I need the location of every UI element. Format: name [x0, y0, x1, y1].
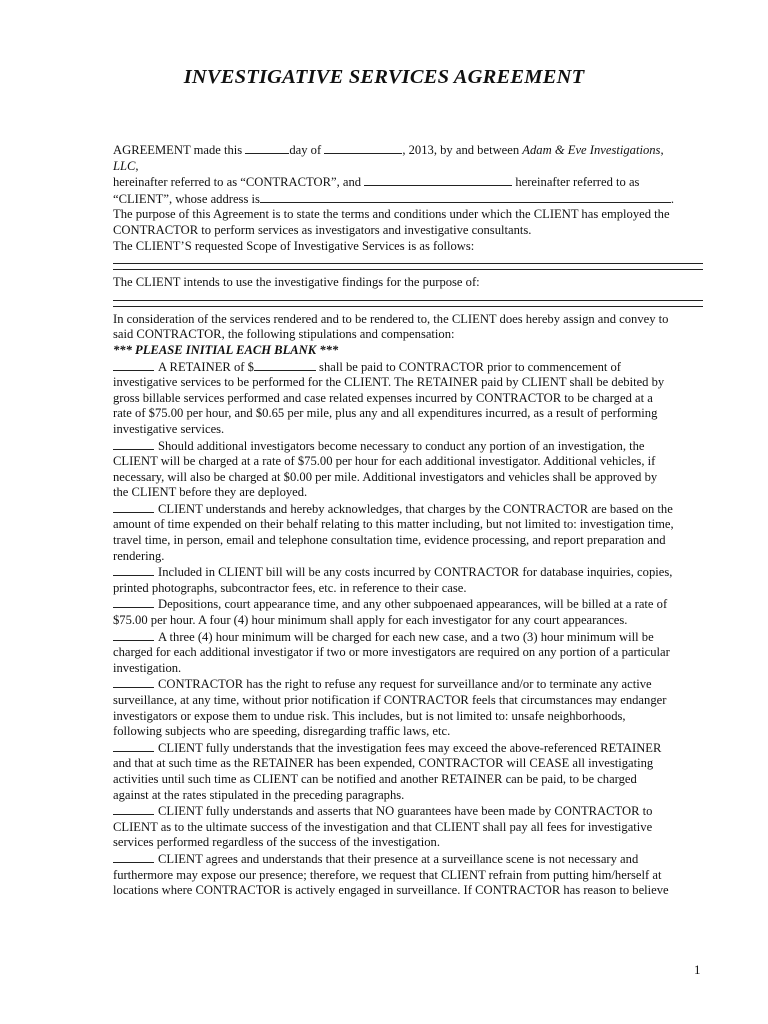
- clause-8-line: activities until such time as CLIENT can be notified and another RETAINER can be paid, to be charged: [113, 771, 637, 786]
- clause-1-line: gross billable services performed and case related expenses incurred by CONTRACTOR to be charged at a: [113, 390, 653, 405]
- initial-blank: [113, 851, 154, 863]
- clause-2-line: necessary, will also be charged at $0.00 per mile. Additional investigators and vehicles shall be approved by: [113, 469, 658, 484]
- clause-1-first-line: A RETAINER of $ shall be paid to CONTRACTOR prior to commencement of: [113, 359, 703, 376]
- agreement-line-4: “CLIENT”, whose address is .: [113, 191, 675, 206]
- clause-3-line: amount of time expended on their behalf relating to this matter including, but not limited to: investigation time,: [113, 517, 674, 532]
- scope-heading: The CLIENT’S requested Scope of Investigative Services is as follows:: [113, 238, 475, 253]
- purpose-statement-2: CONTRACTOR to perform services as investigators and investigative consultants.: [113, 222, 532, 237]
- clause-9-line: CLIENT as to the ultimate success of the investigation and that CLIENT shall pay all fees for investigative: [113, 819, 653, 834]
- purpose-line-2: [113, 306, 703, 307]
- initial-blank: [113, 501, 154, 513]
- clause-8-line: against at the rates stipulated in the preceding paragraphs.: [113, 787, 405, 802]
- clause-5-line: $75.00 per hour. A four (4) hour minimum shall apply for each investigator for any court appearances.: [113, 613, 628, 628]
- agreement-line-1: AGREEMENT made this day of , 2013, by and between Adam & Eve Investigations,: [113, 143, 664, 157]
- consideration-line-2: said CONTRACTOR, the following stipulations and compensation:: [113, 327, 455, 342]
- document-body: [113, 142, 703, 899]
- consideration-line-1: In consideration of the services rendered and to be rendered to, the CLIENT does hereby assign and convey to: [113, 311, 669, 326]
- clause-1-line: investigative services.: [113, 421, 225, 436]
- clause-4-line: printed photographs, subcontractor fees, etc. in reference to their case.: [113, 580, 467, 595]
- clause-6-first-line: A three (4) hour minimum will be charged for each new case, and a two (3) hour minimum will be: [113, 629, 703, 646]
- clause-6-line: charged for each additional investigator if two or more investigators are required on any portion of a particular: [113, 645, 670, 660]
- scope-line-1: [113, 263, 703, 264]
- initial-blank: [113, 803, 154, 815]
- clause-1-line: rate of $75.00 per hour, and $0.65 per mile, plus any and all expenditures incurred, as a result of performing: [113, 406, 658, 421]
- purpose-line-1: [113, 300, 703, 301]
- initial-blank: [113, 629, 154, 641]
- document-title: INVESTIGATIVE SERVICES AGREEMENT: [183, 66, 585, 88]
- clause-7-first-line: CONTRACTOR has the right to refuse any request for surveillance and/or to terminate any active: [113, 676, 703, 693]
- initial-blank: [113, 438, 154, 450]
- findings-purpose: The CLIENT intends to use the investigative findings for the purpose of:: [113, 275, 480, 290]
- clause-3-line: rendering.: [113, 548, 165, 563]
- clause-9-line: services performed regardless of the success of the investigation.: [113, 835, 440, 850]
- agreement-line-2: LLC,: [113, 158, 139, 173]
- client-name-blank: [364, 174, 512, 186]
- clause-list: [113, 359, 703, 899]
- month-blank: [324, 142, 402, 154]
- clause-8-first-line: CLIENT fully understands that the investigation fees may exceed the above-referenced RETAINER: [113, 740, 703, 757]
- initial-blank: [113, 676, 154, 688]
- clause-5-first-line: Depositions, court appearance time, and any other subpoenaed appearances, will be billed at a rate of: [113, 596, 703, 613]
- retainer-amount-blank: [254, 359, 316, 371]
- day-blank: [245, 142, 289, 154]
- clause-7-line: surveillance, at any time, without prior notification if CONTRACTOR feels that circumstances may endanger: [113, 693, 667, 707]
- clause-2-line: CLIENT will be charged at a rate of $75.00 per hour for each additional investigator. Additional vehicles, if: [113, 454, 656, 469]
- clause-3-line: travel time, in person, email and telephone consultation time, evidence processing, and report preparation and: [113, 533, 666, 548]
- scope-line-2: [113, 269, 703, 270]
- clause-2-line: the CLIENT before they are deployed.: [113, 485, 308, 500]
- company-name: Adam & Eve Investigations,: [522, 143, 664, 157]
- initial-blank: [113, 359, 154, 371]
- clause-10-line: furthermore may expose our presence; therefore, we request that CLIENT refrain from putting him/herself at: [113, 867, 662, 882]
- initial-blank: [113, 740, 154, 752]
- clause-2-first-line: Should additional investigators become necessary to conduct any portion of an investigation, the: [113, 438, 703, 455]
- agreement-line-3: hereinafter referred to as “CONTRACTOR”, and hereinafter referred to as: [113, 175, 640, 190]
- clause-9-first-line: CLIENT fully understands and asserts that NO guarantees have been made by CONTRACTOR to: [113, 803, 703, 820]
- page-number: 1: [694, 962, 701, 977]
- clause-7-line: investigators or expose them to undue risk. This includes, but is not limited to: unsafe neighborhoods,: [113, 708, 626, 723]
- clause-3-first-line: CLIENT understands and hereby acknowledges, that charges by the CONTRACTOR are based on the: [113, 501, 703, 518]
- clause-10-line: locations where CONTRACTOR is actively engaged in surveillance. If CONTRACTOR has reason to believe: [113, 883, 669, 898]
- clause-6-line: investigation.: [113, 660, 182, 675]
- client-address-blank: [260, 191, 671, 203]
- initial-blank: [113, 596, 154, 608]
- clause-7-line: following subjects who are speeding, disregarding traffic laws, etc.: [113, 724, 451, 739]
- initial-heading: *** PLEASE INITIAL EACH BLANK ***: [113, 342, 339, 357]
- clause-1-line: investigative services to be performed for the CLIENT. The RETAINER paid by CLIENT shall be debited by: [113, 375, 665, 390]
- initial-blank: [113, 564, 154, 576]
- purpose-statement-1: The purpose of this Agreement is to state the terms and conditions under which the CLIENT has employed the: [113, 207, 670, 222]
- clause-8-line: and that at such time as the RETAINER has been expended, CONTRACTOR will CEASE all investigating: [113, 756, 654, 771]
- clause-4-first-line: Included in CLIENT bill will be any costs incurred by CONTRACTOR for database inquiries, copies,: [113, 564, 703, 581]
- clause-10-first-line: CLIENT agrees and understands that their presence at a surveillance scene is not necessary and: [113, 851, 703, 868]
